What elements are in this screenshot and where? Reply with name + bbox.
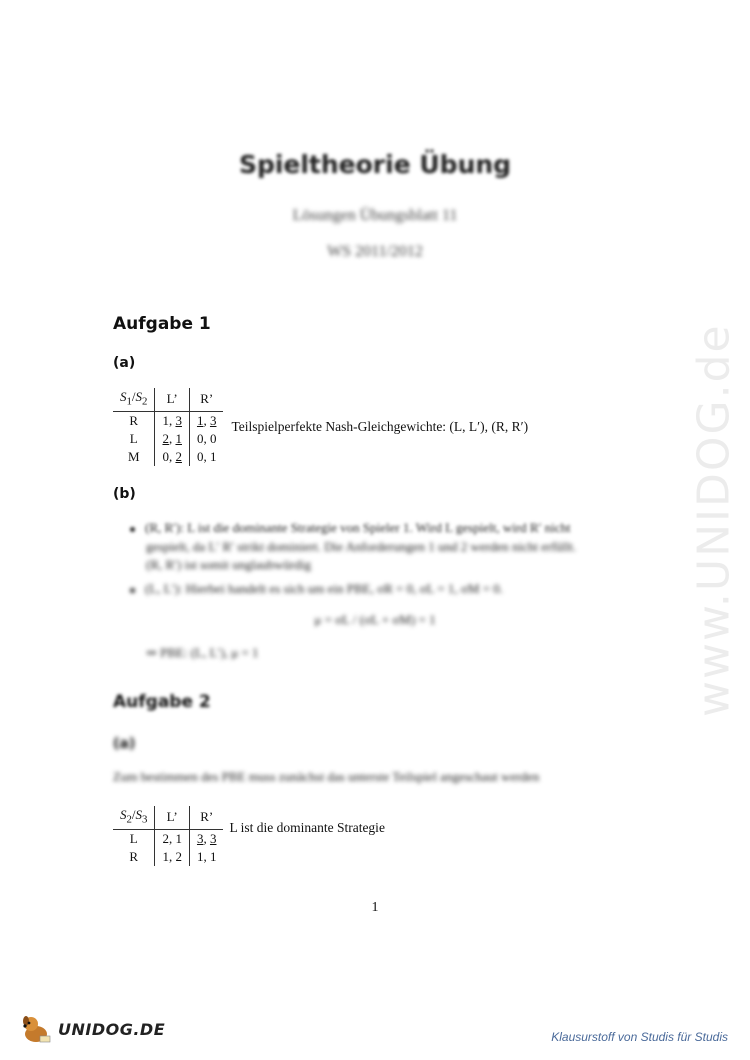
table1-row-label: R	[113, 411, 155, 430]
table1-cell: 0, 2	[155, 448, 190, 466]
footer-tagline: Klausurstoff von Studis für Studis	[551, 1030, 728, 1044]
table1-col-header: R’	[189, 388, 223, 411]
aufgabe1-part-a-label: (a)	[113, 355, 136, 371]
table2-cell: 1, 1	[196, 848, 217, 864]
table2-col-header: L’	[155, 806, 190, 829]
page-number: 1	[371, 900, 379, 915]
bullet-1-line-1: (R, R′): L ist die dominante Strategie von Spieler 1. Wird L gespielt, wird R′ nicht	[130, 520, 571, 536]
table2-col-header: R’	[189, 806, 223, 829]
aufgabe2-part-a-label: (a)	[113, 736, 136, 752]
table1-cell: 0, 1	[196, 448, 217, 464]
dog-mascot-icon	[20, 1014, 54, 1044]
bullet-dot-icon	[130, 588, 135, 593]
aufgabe2-intro: Zum bestimmen des PBE muss zunächst das unterste Teilspiel angeschaut werden	[113, 769, 540, 784]
table1-corner: $S_1/S_2$	[113, 388, 155, 411]
table1-cell: 0, 0	[196, 430, 217, 446]
aufgabe2-heading: Aufgabe 2	[113, 692, 211, 712]
aufgabe1-part-b-label: (b)	[113, 486, 136, 502]
table2-cell: 1, 2	[155, 848, 190, 866]
bullet-2: (L, L′): Hierbei handelt es sich um ein PBE, σR = 0, σL = 1, σM = 0.	[130, 581, 503, 597]
table2-row-label: L	[113, 829, 155, 848]
document-semester: WS 2011/2012	[327, 243, 423, 260]
table2-note: L ist die dominante Strategie	[229, 819, 385, 835]
table1-cell: 1, 3	[155, 411, 190, 430]
formula: μ = σL / (σL + σM) = 1	[314, 612, 436, 627]
logo-text: UNIDOG.DE	[58, 1019, 166, 1039]
aufgabe1-game-block	[113, 388, 528, 466]
table1-cell: 1, 3	[196, 412, 217, 428]
table2-row-label: R	[113, 848, 155, 866]
bullet-1-line-2: gespielt, da L′ R′ strikt dominiert. Die Anforderungen 1 und 2 werden nicht erfüllt.	[146, 539, 577, 554]
unidog-logo[interactable]	[20, 1014, 165, 1044]
table1-cell: 2, 1	[155, 430, 190, 448]
table2-cell: 3, 3	[196, 830, 217, 846]
watermark: www.UNIDOG.de	[688, 323, 740, 717]
table1-row-label: L	[113, 430, 155, 448]
document-subtitle: Lösungen Übungsblatt 11	[292, 207, 458, 224]
table2-cell: 2, 1	[155, 829, 190, 848]
bullet-dot-icon	[130, 527, 135, 532]
payoff-table-2	[113, 806, 223, 866]
aufgabe2-game-block	[113, 806, 385, 866]
payoff-table-1	[113, 388, 223, 466]
pbe-conclusion: ⇒ PBE: (L, L′), μ = 1	[146, 645, 259, 660]
document-title: Spieltheorie Übung	[238, 150, 512, 179]
table2-corner: $S_2/S_3$	[113, 806, 155, 829]
table1-row-label: M	[113, 448, 155, 466]
table1-col-header: L’	[155, 388, 190, 411]
bullet-1-line-3: (R, R′) ist somit unglaubwürdig	[146, 557, 311, 572]
table1-note: Teilspielperfekte Nash-Gleichgewichte: (L, L′), (R, R′)	[231, 418, 529, 434]
aufgabe1-heading: Aufgabe 1	[113, 314, 211, 334]
